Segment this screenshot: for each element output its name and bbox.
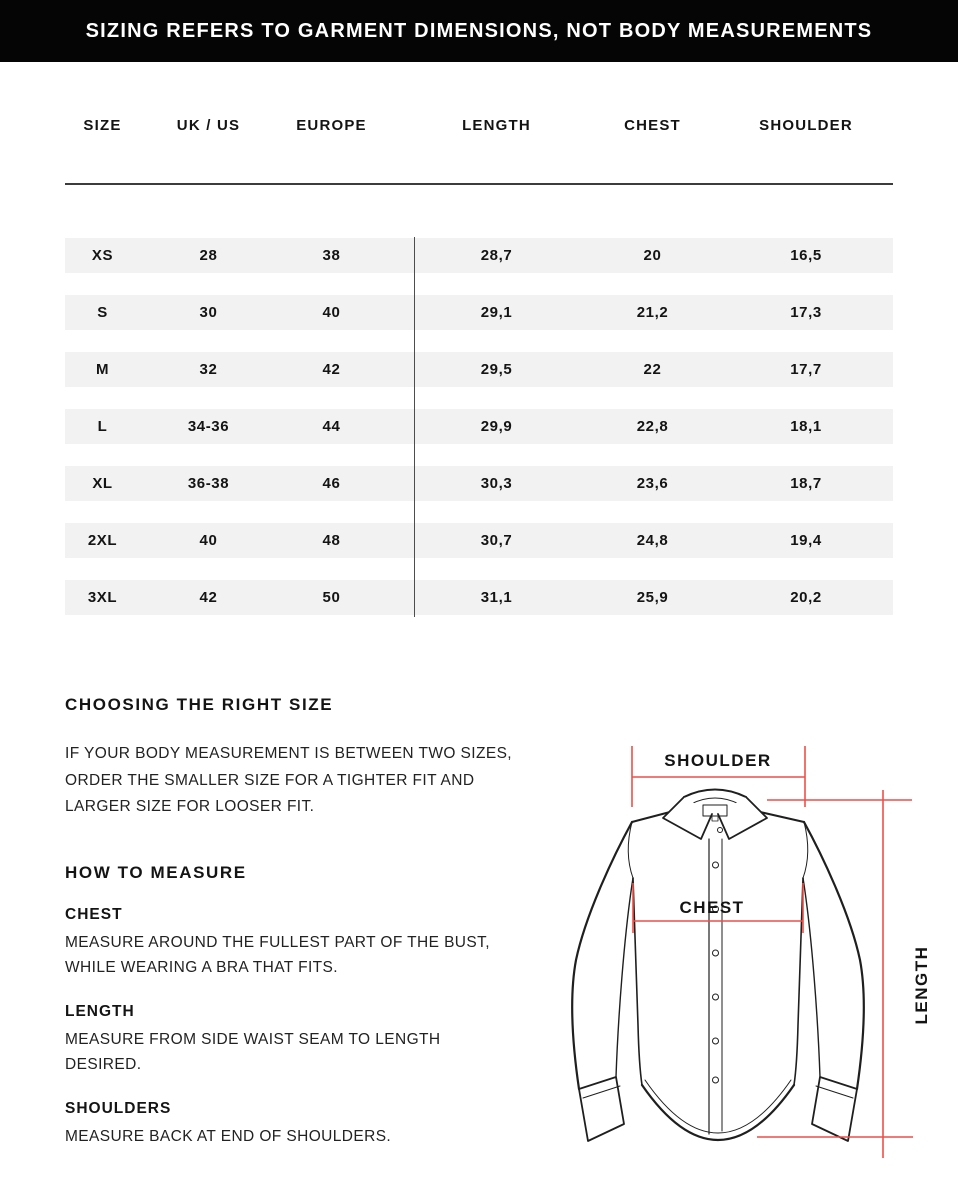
length-dimension-label: LENGTH — [912, 945, 931, 1025]
how-to-measure-heading: HOW TO MEASURE — [65, 863, 247, 882]
measure-label: SHOULDERS — [65, 1100, 172, 1117]
cell-size: XL — [92, 475, 113, 492]
cell-europe: 38 — [322, 247, 341, 264]
buttons — [713, 828, 723, 1084]
cell-length: 28,7 — [480, 247, 513, 264]
cell-europe: 44 — [322, 418, 341, 435]
cell-europe: 42 — [322, 361, 341, 378]
paragraph-line: LARGER SIZE FOR LOOSER FIT. — [65, 798, 315, 815]
paragraph-line: IF YOUR BODY MEASUREMENT IS BETWEEN TWO SIZES, — [65, 745, 513, 762]
cell-chest: 22 — [643, 361, 662, 378]
collar-left — [663, 797, 712, 839]
cell-europe: 48 — [322, 532, 341, 549]
measure-text-line: DESIRED. — [65, 1056, 142, 1073]
paragraph-line: ORDER THE SMALLER SIZE FOR A TIGHTER FIT AND — [65, 771, 475, 789]
banner — [0, 0, 958, 62]
table-row-m — [65, 352, 893, 387]
cell-size: M — [95, 361, 110, 378]
cell-shoulder: 20,2 — [790, 589, 822, 606]
table-row-xs — [65, 238, 893, 273]
column-header-shoulder: SHOULDER — [759, 116, 853, 134]
measure-text-line: MEASURE FROM SIDE WAIST SEAM TO LENGTH — [65, 1031, 441, 1048]
shoulder-dimension-label: SHOULDER — [664, 751, 772, 770]
chest-dimension-label: CHEST — [679, 898, 745, 917]
cell-size: XS — [91, 247, 114, 264]
table-row-3xl — [65, 580, 893, 615]
cell-length: 31,1 — [480, 589, 513, 606]
header-divider-line — [65, 183, 893, 185]
cell-chest: 25,9 — [636, 589, 669, 606]
cell-ukus: 36-38 — [187, 475, 230, 492]
cell-ukus: 40 — [199, 532, 218, 549]
shirt-measurement-diagram — [560, 725, 958, 1203]
column-divider-line — [414, 237, 415, 617]
cell-ukus: 34-36 — [187, 418, 230, 435]
cell-length: 30,3 — [480, 475, 513, 492]
cell-shoulder: 17,3 — [790, 304, 822, 321]
cell-length: 30,7 — [480, 532, 513, 549]
table-row-l — [65, 409, 893, 444]
column-header-chest: CHEST — [624, 116, 681, 134]
cell-europe: 40 — [322, 304, 341, 321]
column-header-europe: EUROPE — [296, 116, 367, 134]
measure-label: LENGTH — [65, 1003, 135, 1020]
cell-ukus: 32 — [199, 361, 218, 378]
size-table-header — [65, 112, 893, 138]
cell-shoulder: 16,5 — [790, 247, 822, 264]
measure-text-line: MEASURE AROUND THE FULLEST PART OF THE BUST, — [65, 934, 490, 951]
measure-text-line: MEASURE BACK AT END OF SHOULDERS. — [65, 1128, 392, 1145]
column-header-length: LENGTH — [462, 116, 531, 134]
column-header-ukus: UK / US — [176, 116, 241, 134]
cell-europe: 46 — [322, 475, 341, 492]
measure-text-line: WHILE WEARING A BRA THAT FITS. — [65, 959, 338, 976]
table-row-2xl — [65, 523, 893, 558]
choosing-size-heading: CHOOSING THE RIGHT SIZE — [65, 695, 334, 714]
cell-ukus: 30 — [199, 304, 218, 321]
banner-text: SIZING REFERS TO GARMENT DIMENSIONS, NOT BODY MEASUREMENTS — [85, 19, 873, 42]
measure-item-chest — [65, 906, 490, 980]
table-row-xl — [65, 466, 893, 501]
cell-chest: 21,2 — [636, 304, 669, 321]
cell-chest: 20 — [643, 247, 662, 264]
cell-europe: 50 — [322, 589, 341, 606]
cell-ukus: 28 — [199, 247, 218, 264]
cell-chest: 23,6 — [636, 475, 669, 492]
cell-ukus: 42 — [199, 589, 218, 606]
cell-size: S — [97, 304, 108, 321]
cell-shoulder: 17,7 — [790, 361, 822, 378]
cell-shoulder: 18,1 — [790, 418, 822, 435]
cell-length: 29,1 — [480, 304, 513, 321]
cell-length: 29,9 — [480, 418, 513, 435]
cell-shoulder: 19,4 — [790, 532, 822, 549]
cell-length: 29,5 — [480, 361, 513, 378]
collar-right — [718, 797, 767, 839]
shirt-diagram-svg — [560, 725, 958, 1203]
measure-label: CHEST — [65, 906, 123, 923]
shirt-drawing — [572, 790, 864, 1142]
cell-chest: 24,8 — [636, 532, 669, 549]
measure-item-shoulders — [65, 1100, 391, 1149]
table-row-s — [65, 295, 893, 330]
cell-shoulder: 18,7 — [790, 475, 822, 492]
measure-item-length — [65, 1003, 440, 1077]
cell-chest: 22,8 — [636, 418, 669, 435]
column-header-size: SIZE — [83, 116, 122, 134]
choosing-size-paragraph — [65, 741, 512, 821]
cell-size: 3XL — [87, 589, 118, 606]
cell-size: L — [97, 418, 108, 435]
cell-size: 2XL — [87, 532, 118, 549]
